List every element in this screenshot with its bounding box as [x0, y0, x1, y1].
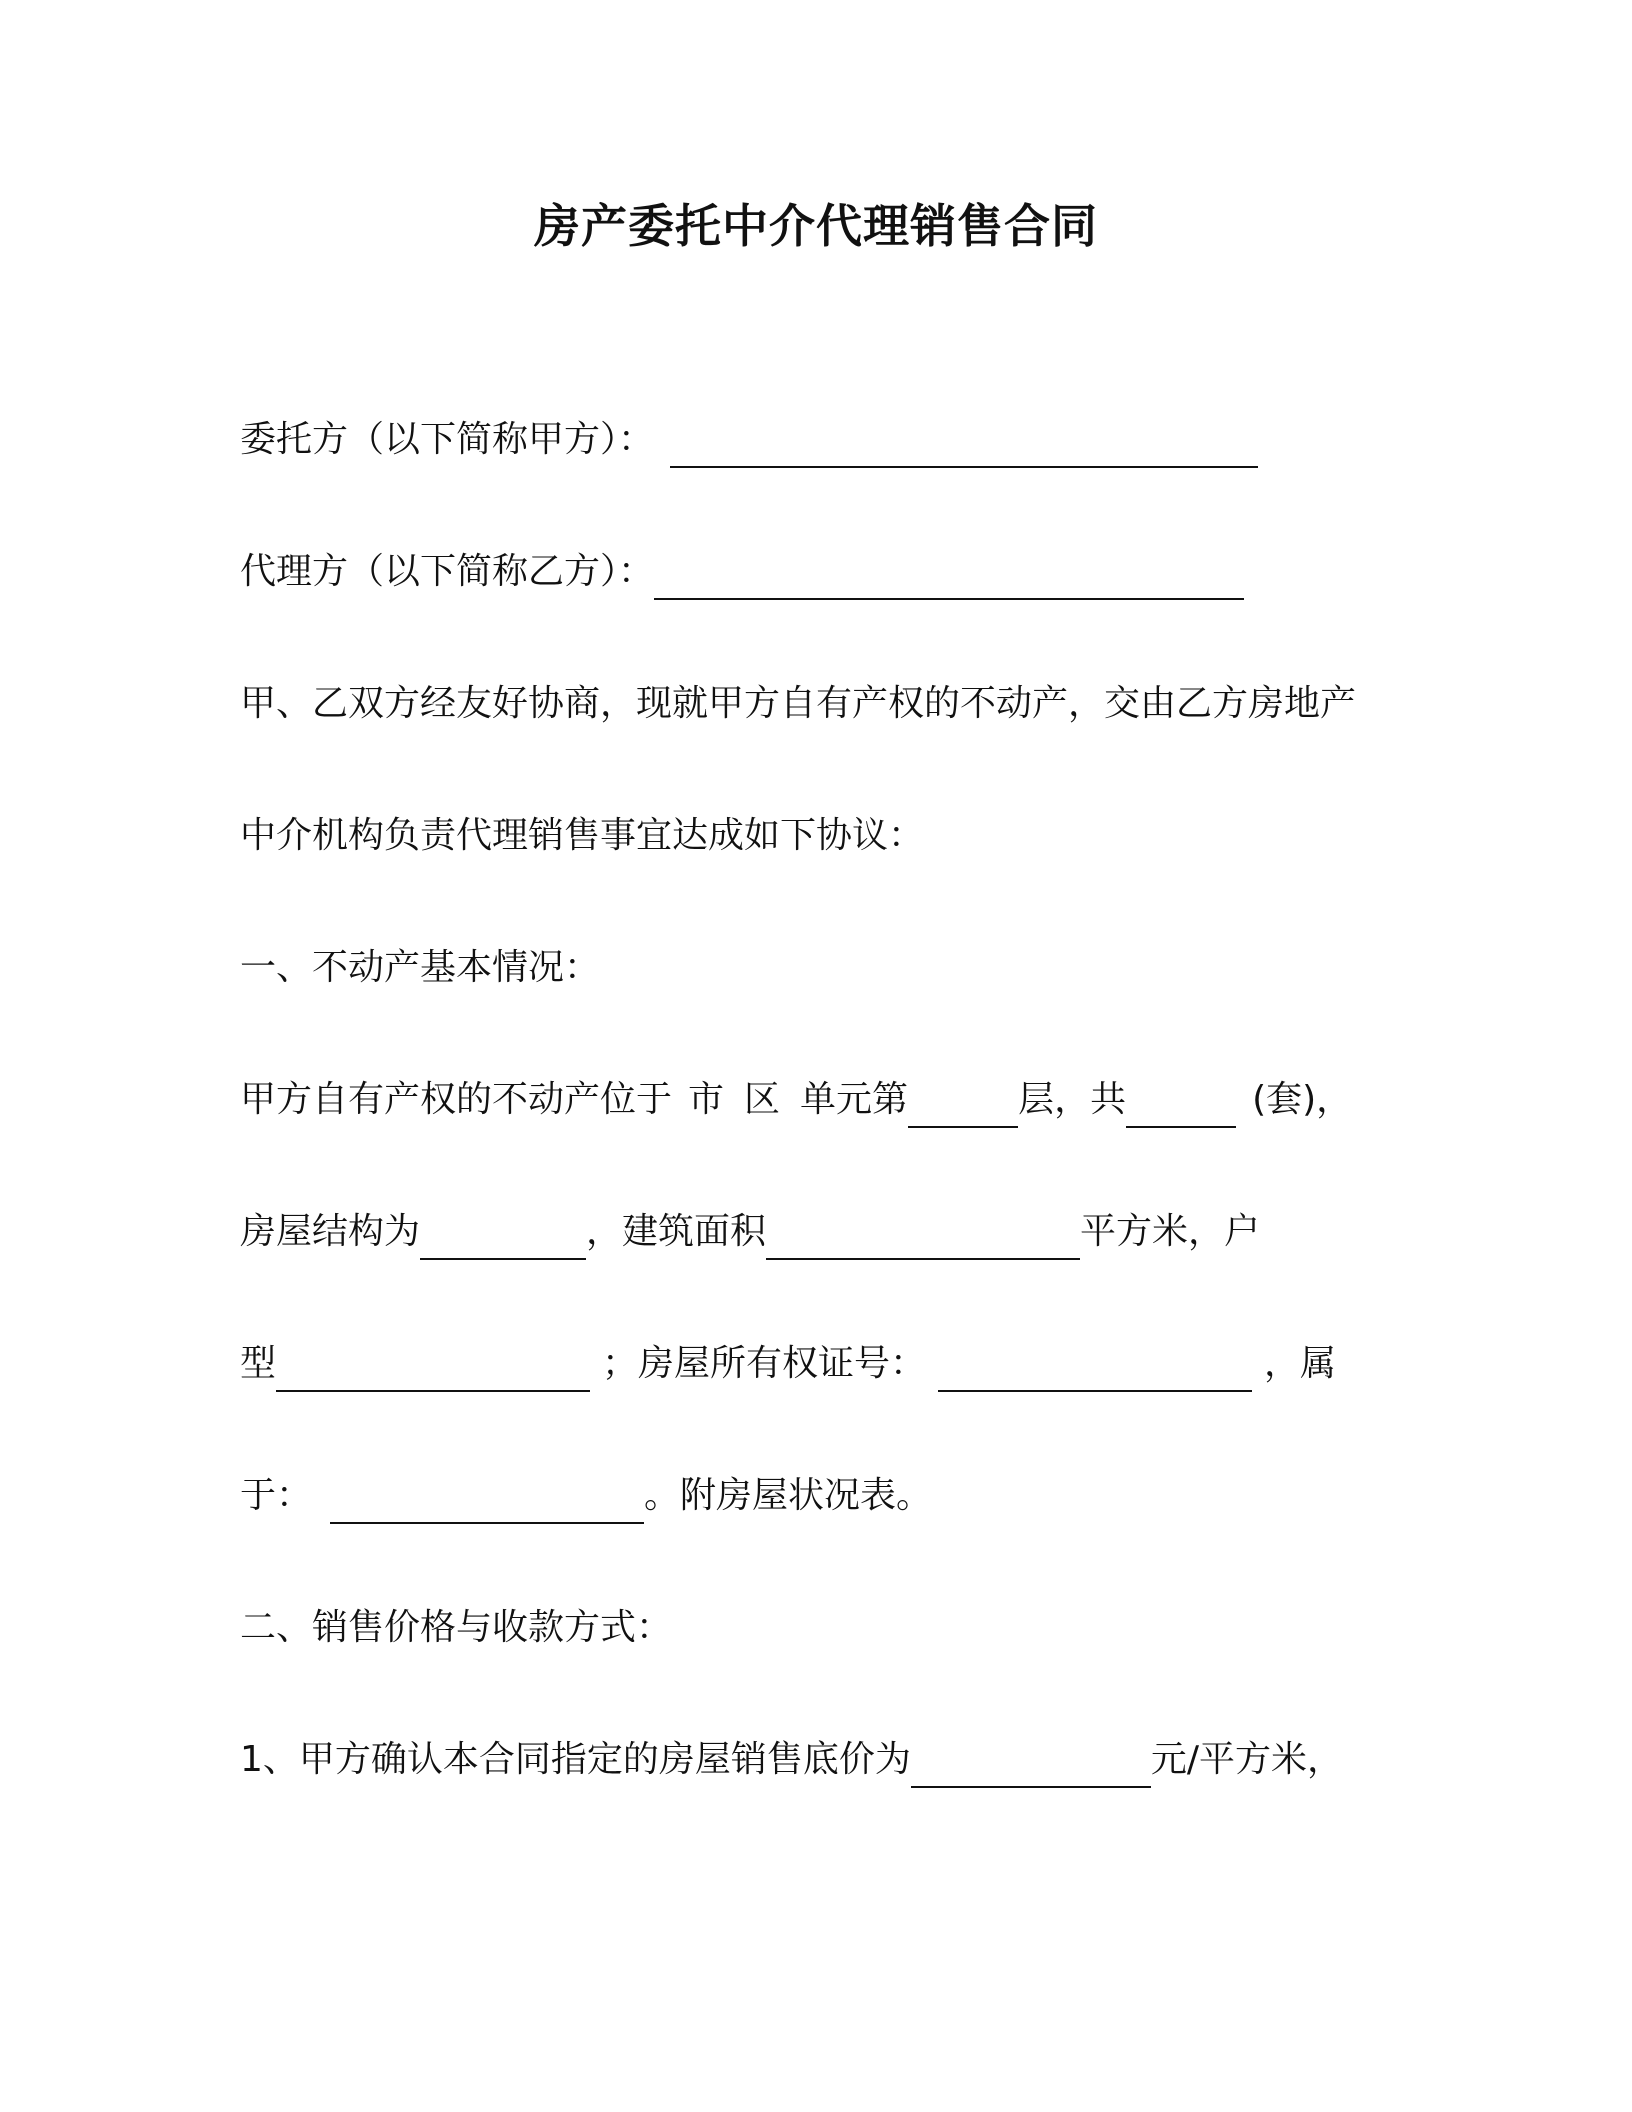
layout-line — [240, 1336, 1336, 1392]
clause-1-unit: 元/平方米， — [1150, 1739, 1344, 1780]
structure-blank[interactable] — [420, 1212, 586, 1260]
floor-blank[interactable] — [908, 1080, 1018, 1128]
city-text: 市 — [688, 1079, 725, 1120]
structure-line — [240, 1204, 1260, 1260]
belongs-to-blank[interactable] — [330, 1476, 644, 1524]
district-text: 区 — [744, 1079, 781, 1120]
set-suffix-text: (套)， — [1252, 1079, 1353, 1120]
structure-label: 房屋结构为 — [240, 1211, 421, 1252]
belongs-to-suffix: 。附房屋状况表。 — [644, 1475, 933, 1516]
principal-label: 委托方（以下简称甲方）： — [240, 419, 655, 460]
area-label: ，建筑面积 — [586, 1211, 767, 1252]
floor-suffix-text: 层，共 — [1018, 1079, 1127, 1120]
layout-label: 型 — [240, 1343, 277, 1384]
clause-1-label: 1、甲方确认本合同指定的房屋销售底价为 — [240, 1739, 911, 1780]
clause-1-line — [240, 1732, 1343, 1788]
belongs-to-line — [240, 1468, 932, 1524]
agent-line — [240, 544, 1244, 600]
cert-number-blank[interactable] — [938, 1344, 1252, 1392]
area-unit-text: 平方米，户 — [1080, 1211, 1261, 1252]
agent-blank[interactable] — [654, 552, 1244, 600]
total-floors-blank[interactable] — [1126, 1080, 1236, 1128]
intro-line-2: 中介机构负责代理销售事宜达成如下协议： — [240, 815, 925, 856]
location-text: 甲方自有产权的不动产位于 — [240, 1079, 673, 1120]
agent-label: 代理方（以下简称乙方）： — [240, 551, 655, 592]
belongs-text: ，属 — [1264, 1343, 1337, 1384]
base-price-blank[interactable] — [911, 1740, 1151, 1788]
belongs-to-label: 于： — [240, 1475, 313, 1516]
principal-blank[interactable] — [670, 420, 1258, 468]
layout-blank[interactable] — [276, 1344, 590, 1392]
area-blank[interactable] — [766, 1212, 1080, 1260]
section-1-heading: 一、不动产基本情况： — [240, 947, 601, 988]
property-location-line — [240, 1072, 1352, 1128]
principal-line — [240, 412, 1258, 468]
section-2-heading: 二、销售价格与收款方式： — [240, 1607, 673, 1648]
document-title: 房产委托中介代理销售合同 — [534, 199, 1098, 253]
cert-label: ；房屋所有权证号： — [602, 1343, 927, 1384]
unit-floor-text: 单元第 — [800, 1079, 909, 1120]
intro-line-1: 甲、乙双方经友好协商，现就甲方自有产权的不动产，交由乙方房地产 — [240, 683, 1357, 724]
